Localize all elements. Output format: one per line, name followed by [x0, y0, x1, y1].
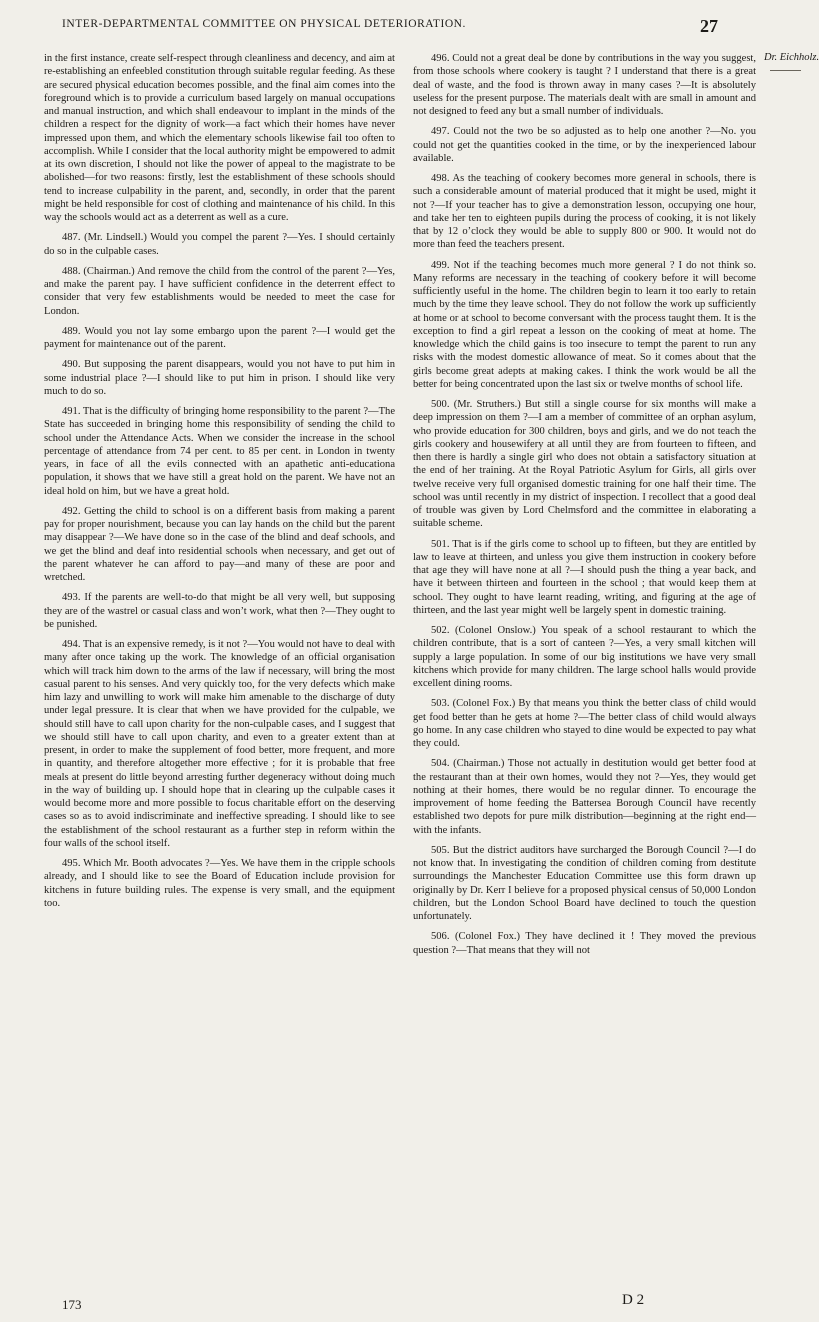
- paragraph: 494. That is an expensive remedy, is it not ?—You would not have to deal with many after once taking up the work. The knowledge of an official organisation which will track him down to the arms of the law if necessary, will bring the most casual parent to his senses. And very quickly too, for the very defects which make him lazy and unwilling to work will make him amenable to the discharge of duty under legal pressure. It is clear that when we have provided for the culpable, we should still have to call upon charity for the non-culpable cases, and I suggest that we should still have to call upon charity, and even to a greater extent than at present, in order to make the supplement of food better, more frequent, and more in quantity, and therefore altogether more effective ; for it is probable that free meals at present do little beyond arresting further degeneracy without doing much in the way of building up. I should hope that in clearing up the culpable cases it would become more and more possible to focus charitable effort on the deserving cases so as to avoid indiscriminate and ineffective spreading. I should like to see the establishment of the school restaurant as a further step in reform within the four walls of the school itself.: [44, 639, 395, 849]
- paragraph: 495. Which Mr. Booth advocates ?—Yes. We have them in the cripple schools already, and I should like to see the Board of Education include provision for kitchens in future building rules. The expense is very small, and the equipment too.: [44, 858, 395, 909]
- paragraph: 505. But the district auditors have surcharged the Borough Council ?—I do not know that. In investigating the condition of children coming from destitute surroundings the Manchester Education Committee use this form drawn up originally by Dr. Kerr I believe for a proposed physical census of 50,000 London children, but the London School Board have declined to touch the question unfortunately.: [413, 844, 756, 922]
- paragraph: 499. Not if the teaching becomes much more general ? I do not think so. Many reforms are necessary in the teaching of cookery before it will become sufficiently useful in the home. The children begin to learn it too early to retain much by the time they leave school. They do not follow the work up sufficiently at home or at school to become conversant with the process taught them. It is the exception to find a girl repeat a lesson on the cooking of meat at home. The knowledge which the child gains is too insecure to tempt the parent to run any risks with the modest domestic allowance of meat. So it comes about that the girls become great adepts at making cakes. I think the work would be all the better for being concentrated upon the last six or twelve months of school life.: [413, 259, 756, 390]
- paragraph: 490. But supposing the parent disappears, would you not have to put him in some industrial place ?—I should like to put him in prison. I should like very much to do so.: [44, 359, 395, 397]
- paragraph: 501. That is if the girls come to school up to fifteen, but they are entitled by law to leave at thirteen, and unless you give them instruction in cookery before that age they will have none at all ?—I should push the thing a year back, and have it between thirteen and fourteen in the school ; that would keep them at school. They ought to have learnt reading, writing, and figuring at the age of thirteen, and the last year might well be largely spent in domestic training.: [413, 538, 756, 616]
- page-header: [0, 18, 801, 42]
- paragraph: 502. (Colonel Onslow.) You speak of a school restaurant to which the children contribute, that is a sort of canteen ?—Yes, a very small kitchen will supply a large population. In some of our big institutions we have very small kitchens which provide for many children. The large school halls would provide excellent dining rooms.: [413, 625, 756, 689]
- paragraph: 500. (Mr. Struthers.) But still a single course for six months will make a deep impression on them ?—I am a member of committee of an orphan asylum, who provide education for 300 children, boys and girls, and we do not teach the girls cookery and housewifery at all until they are from fourteen to fifteen, and then there is hardly a single girl who does not obtain a satisfactory situation at the end of her training. At the Royal Patriotic Asylum for Girls, all girls over twelve receive very full organised domestic training for one half their time. The school was until recently in my district of inspection. I recollect that a good deal of trouble was given by Lord Chelmsford and the committee in elaborating a suitable scheme.: [413, 399, 756, 530]
- paragraph: 492. Getting the child to school is on a different basis from making a parent pay for proper nourishment, because you can lay hands on the child but the parent may disappear ?—We have done so in the case of the blind and deaf schools, and we get the blind and deaf into residential schools when necessary, and get out of the parent whatever he can afford to pay—and many of these are poor and wretched.: [44, 505, 395, 583]
- paragraph: 488. (Chairman.) And remove the child from the control of the parent ?—Yes, and make the parent pay. I have sufficient confidence in the deterrent effect to consider that very few establishments would be needed to meet the case for London.: [44, 265, 395, 317]
- paragraph: 504. (Chairman.) Those not actually in destitution would get better food at the restaurant than at their own homes, would they not ?—Yes, they would get nothing at their homes, there would be no regular dinner. To encourage the improvement of home feeding the Battersea Borough Council have recently established two depots for pure milk distribution—beginning at the right end—with the infants.: [413, 758, 756, 836]
- paragraph: 493. If the parents are well-to-do that might be all very well, but supposing they are of the wastrel or casual class and won’t work, what then ?—They ought to be punished.: [44, 592, 395, 630]
- signature-mark: D 2: [622, 1292, 645, 1308]
- left-column: [44, 52, 395, 917]
- paragraph: 503. (Colonel Fox.) By that means you think the better class of child would get food better than he gets at home ?—The better class of child would always go home. In any case children who stayed to dine would be expected to pay what they could.: [413, 698, 756, 749]
- page-number: 27: [700, 16, 718, 36]
- paragraph: in the first instance, create self-respect through cleanliness and decency, and aim at re-establishing an enfeebled constitution through suitable regular feeding. As these are secured physical education becomes possible, and the final aim comes into the foreground which is to provide a curriculum based largely on manual occupations and manual instruction, and which shall endeavour to implant in the minds of the children a respect for the dignity of work—a fact which their homes have never impressed upon them, and which the elementary schools likewise fail too often to accomplish. While I consider that the local authority might be empowered to admit at its own discretion, I should not like the power of appeal to the magistrate to be abolished—for two reasons: firstly, lest the establishment of these schools should tend to increase culpability in the parent, and, secondly, in order that the parent might be held responsible for cost of clothing and maintenance of his child. In this way the schools would act as a deterrent as well as a cure.: [44, 53, 395, 223]
- print-number: 173: [62, 1297, 82, 1312]
- paragraph: 506. (Colonel Fox.) They have declined it ! They moved the previous question ?—That means that they will not: [413, 931, 756, 956]
- paragraph: 496. Could not a great deal be done by contributions in the way you suggest, from those schools where cookery is taught ? I understand that there is a great deal of waste, and the food is thrown away in many cases ?—It is absolutely useless for the present purpose. The materials dealt with are small in amount and not designed to feed any but a small number of individuals.: [413, 53, 756, 117]
- paragraph: 487. (Mr. Lindsell.) Would you compel the parent ?—Yes. I should certainly do so in the culpable cases.: [44, 232, 395, 257]
- paragraph: 489. Would you not lay some embargo upon the parent ?—I would get the payment for maintenance out of the parent.: [44, 325, 395, 350]
- right-column: [413, 52, 756, 964]
- running-title: INTER-DEPARTMENTAL COMMITTEE ON PHYSICAL DETERIORATION.: [62, 18, 466, 30]
- paragraph: 491. That is the difficulty of bringing home responsibility to the parent ?—The State has succeeded in bringing home this responsibility of sending the child to school under the Attendance Acts. When we consider the increase in the school percentage of attendance from 74 per cent. to 85 per cent. in London in twenty years, in face of all the evils connected with an apathetic anti-educationa population, it shows that we have still a great hold on the parent. We have not an ideal hold on him, but we have a great hold.: [44, 406, 395, 497]
- margin-note-witness: Dr. Eichholz.: [764, 52, 819, 63]
- paragraph: 498. As the teaching of cookery becomes more general in schools, there is such a considerable amount of material produced that it might be used, might it not ?—If your teacher has to give a demonstration lesson, occupying one hour, and take her ten to eighteen pupils during the process of cooking, it is not likely that by 12 o’clock they would be able to supply 800 or 900. It would not do more than feed the teachers present.: [413, 173, 756, 251]
- margin-rule: [770, 70, 801, 71]
- paragraph: 497. Could not the two be so adjusted as to help one another ?—No. you could not get the quantities cooked in the time, or by the inexperienced labour available.: [413, 126, 756, 164]
